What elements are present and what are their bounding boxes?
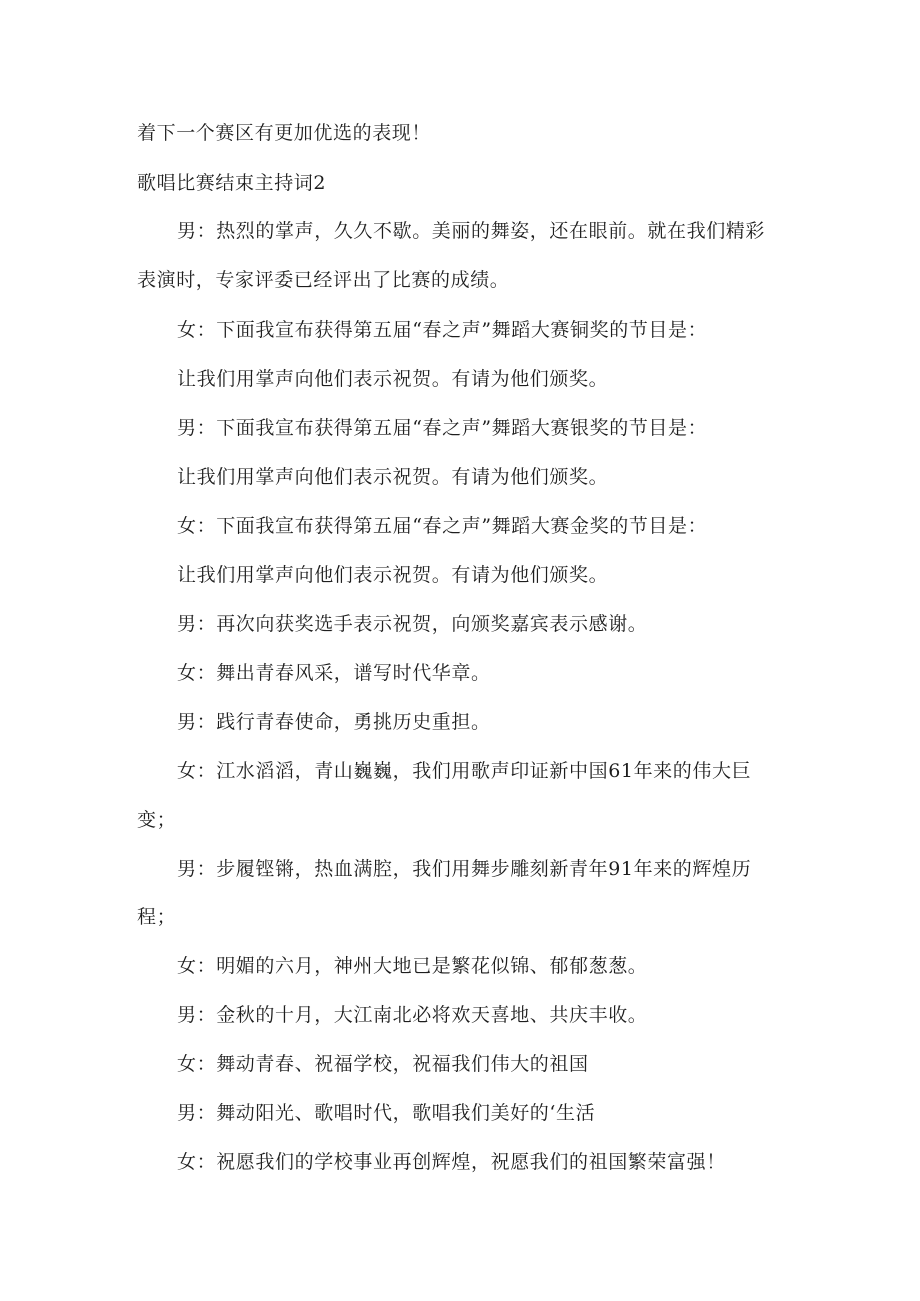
paragraph-line: 女：江水滔滔，青山巍巍，我们用歌声印证新中国61年来的伟大巨 bbox=[177, 760, 752, 782]
paragraph-line: 让我们用掌声向他们表示祝贺。有请为他们颁奖。 bbox=[177, 368, 609, 390]
paragraph-line: 女：祝愿我们的学校事业再创辉煌，祝愿我们的祖国繁荣富强！ bbox=[177, 1151, 726, 1173]
paragraph-line: 表演时，专家评委已经评出了比赛的成绩。 bbox=[137, 269, 510, 291]
paragraph-line: 女：明媚的六月，神州大地已是繁花似锦、郁郁葱葱。 bbox=[177, 955, 648, 977]
paragraph-line: 变； bbox=[137, 809, 177, 831]
paragraph-line: 男：舞动阳光、歌唱时代，歌唱我们美好的‘生活 bbox=[177, 1102, 596, 1124]
paragraph-line: 女：下面我宣布获得第五届“春之声”舞蹈大赛铜奖的节目是： bbox=[177, 319, 708, 341]
paragraph-line: 男：金秋的十月，大江南北必将欢天喜地、共庆丰收。 bbox=[177, 1004, 648, 1026]
paragraph-line: 男：践行青春使命，勇挑历史重担。 bbox=[177, 711, 491, 733]
paragraph-line: 让我们用掌声向他们表示祝贺。有请为他们颁奖。 bbox=[177, 564, 609, 586]
paragraph-line: 男：热烈的掌声，久久不歇。美丽的舞姿，还在眼前。就在我们精彩 bbox=[177, 220, 766, 242]
section-heading: 歌唱比赛结束主持词2 bbox=[137, 172, 327, 194]
paragraph-line: 程； bbox=[137, 906, 177, 928]
paragraph-line: 女：舞动青春、祝福学校，祝福我们伟大的祖国 bbox=[177, 1053, 589, 1075]
paragraph-continuation: 着下一个赛区有更加优选的表现！ bbox=[137, 122, 432, 144]
paragraph-line: 男：下面我宣布获得第五届“春之声”舞蹈大赛银奖的节目是： bbox=[177, 417, 708, 439]
paragraph-line: 女：舞出青春风采，谱写时代华章。 bbox=[177, 662, 491, 684]
paragraph-line: 男：再次向获奖选手表示祝贺，向颁奖嘉宾表示感谢。 bbox=[177, 613, 648, 635]
paragraph-line: 女：下面我宣布获得第五届“春之声”舞蹈大赛金奖的节目是： bbox=[177, 515, 708, 537]
paragraph-line: 男：步履铿锵，热血满腔，我们用舞步雕刻新青年91年来的辉煌历 bbox=[177, 858, 752, 880]
paragraph-line: 让我们用掌声向他们表示祝贺。有请为他们颁奖。 bbox=[177, 466, 609, 488]
